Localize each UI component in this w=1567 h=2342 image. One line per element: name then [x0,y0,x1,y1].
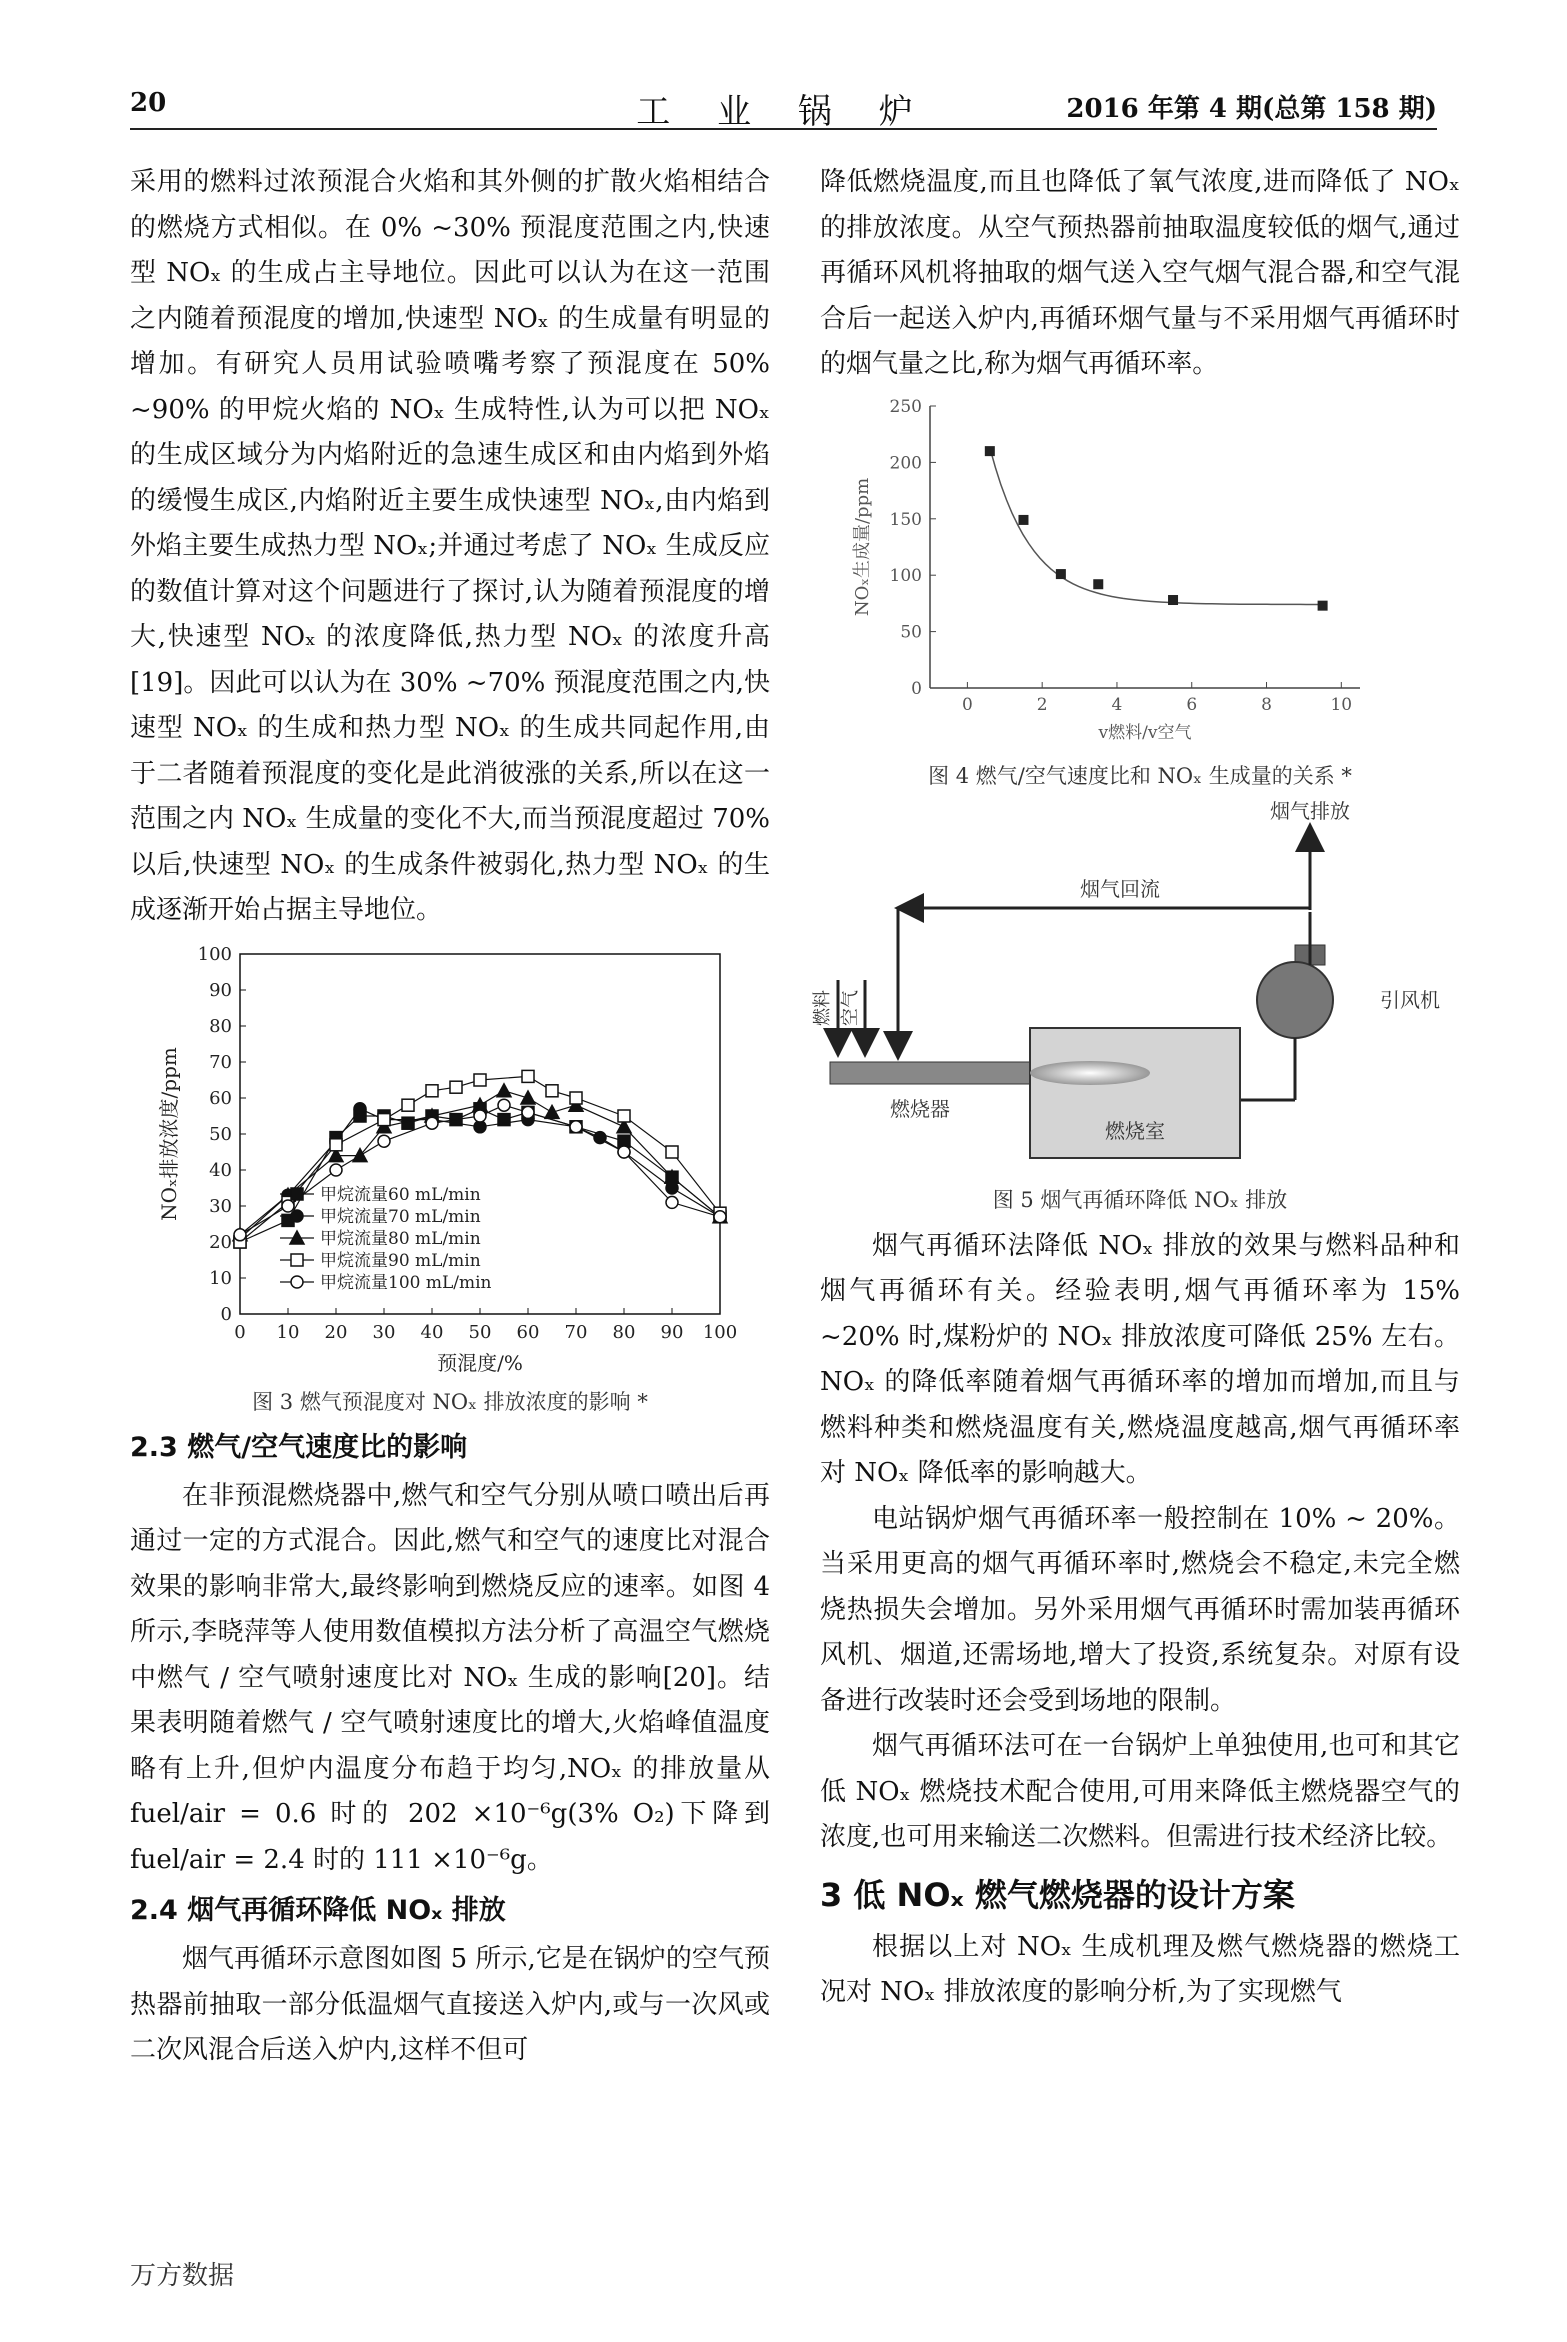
chart-premix [130,942,770,1382]
footer-watermark: 万方数据 [130,2261,235,2291]
data-point [291,1276,303,1288]
figure-5 [812,798,1460,1216]
data-point [330,1164,342,1176]
data-point [474,1110,486,1122]
x-tick-label: 40 [420,1321,444,1343]
data-point [714,1210,726,1222]
label-fuel: 燃料 [812,989,833,1026]
y-tick-label: 40 [209,1159,232,1181]
data-point [522,1070,534,1082]
paragraph: 降低燃烧温度,而且也降低了氧气浓度,进而降低了 NOₓ 的排放浓度。从空气预热器前抽取温度较低的烟气,通过再循环风机将抽取的烟气送入空气烟气混合器,和空气混合后一起送入炉内,再循环烟气量与不采用烟气再循环时的烟气量之比,称为烟气再循环率。 [820,167,1460,379]
data-point [1093,579,1103,589]
figure-3 [130,942,770,1418]
label-exhaust: 烟气排放 [1270,798,1350,823]
x-tick-label: 8 [1261,694,1272,715]
x-tick-label: 20 [324,1321,348,1343]
x-tick-label: 90 [660,1321,684,1343]
data-point [546,1084,558,1096]
data-point [450,1081,462,1093]
y-tick-label: 30 [209,1195,232,1217]
data-point [1018,514,1028,524]
y-tick-label: 80 [209,1015,232,1037]
page-header [130,88,1437,138]
x-tick-label: 50 [468,1321,492,1343]
fan-icon [1257,962,1333,1038]
data-point [426,1117,438,1129]
data-point [1168,595,1178,605]
paragraph: 电站锅炉烟气再循环率一般控制在 10% ~ 20%。当采用更高的烟气再循环率时,燃烧会不稳定,未完全燃烧热损失会增加。另外采用烟气再循环时需加装再循环风机、烟道,还需场地,增大了投资,系统复杂。对原有设备进行改装时还会受到场地的限制。 [820,1503,1460,1716]
y-tick-label: 20 [209,1231,232,1253]
data-point [474,1074,486,1086]
x-tick-label: 6 [1186,694,1198,715]
legend-entry: 甲烷流量100 mL/min [320,1272,492,1293]
data-point [618,1110,630,1122]
data-point [402,1099,414,1111]
y-tick-label: 70 [209,1051,232,1073]
data-point [291,1254,303,1266]
data-point [570,1092,582,1104]
y-tick-label: 50 [900,622,922,643]
legend-entry: 甲烷流量70 mL/min [320,1206,481,1227]
data-point [1318,600,1328,610]
x-tick-label: 80 [612,1321,636,1343]
paragraph: 根据以上对 NOₓ 生成机理及燃气燃烧器的燃烧工况对 NOₓ 排放浓度的影响分析,为了实现燃气 [820,1931,1460,2007]
x-tick-label: 0 [234,1321,246,1343]
flame-icon [1030,1061,1150,1085]
data-point [618,1146,630,1158]
y-tick-label: 100 [889,565,922,586]
x-tick-label: 70 [564,1321,588,1343]
data-point [1056,569,1066,579]
data-point [545,1105,559,1118]
data-point [291,1188,303,1200]
legend-entry: 甲烷流量60 mL/min [320,1184,481,1205]
y-tick-label: 200 [889,452,922,473]
header-rule [130,128,1437,130]
figure-5-caption: 图 5 烟气再循环降低 NOₓ 排放 [992,1187,1288,1212]
section-2-3-title: 2.3 燃气/空气速度比的影响 [130,1431,468,1463]
x-axis-label: 预混度/% [437,1350,523,1375]
data-point [522,1106,534,1118]
x-tick-label: 60 [516,1321,540,1343]
y-tick-label: 0 [911,678,922,699]
flue-gas-recirculation-diagram [812,798,1460,1180]
data-point [234,1228,246,1240]
y-tick-label: 10 [209,1267,232,1289]
data-point [291,1210,303,1222]
y-tick-label: 100 [197,943,232,965]
x-tick-label: 10 [276,1321,300,1343]
label-chamber: 燃烧室 [1105,1118,1165,1143]
label-burner: 燃烧器 [890,1096,950,1121]
x-tick-label: 100 [702,1321,738,1343]
label-air: 空气 [840,989,861,1026]
y-tick-label: 0 [220,1303,232,1325]
data-point [666,1146,678,1158]
data-point [378,1135,390,1147]
paragraph: 在非预混燃烧器中,燃气和空气分别从喷口喷出后再通过一定的方式混合。因此,燃气和空气的速度比对混合效果的影响非常大,最终影响到燃烧反应的速率。如图 4 所示,李晓萍等人使用数值模拟方法分析了高温空气燃烧中燃气 / 空气喷射速度比对 NOₓ 生成的影响[20]。结果表明随着燃气 / 空气喷射速度比的增大,火焰峰值温度略有上升,但炉内温度分布趋于均匀,NOₓ 的排放量从 fuel/air = 0.6 时的 202 ×10⁻⁶g(3% O₂)下降到 fuel/air = 2.4 时的 111 ×10⁻⁶g。 [130,1480,770,1875]
x-tick-label: 30 [372,1321,396,1343]
y-tick-label: 150 [889,509,922,530]
figure-4-caption: 图 4 燃气/空气速度比和 NOₓ 生成量的关系 * [928,763,1352,788]
burner-icon [830,1062,1030,1084]
data-point [354,1102,366,1114]
y-tick-label: 60 [209,1087,232,1109]
y-tick-label: 250 [889,396,922,417]
x-tick-label: 4 [1111,694,1123,715]
paragraph: 烟气再循环法可在一台锅炉上单独使用,也可和其它低 NOₓ 燃烧技术配合使用,可用来降低主燃烧器空气的浓度,也可用来输送二次燃料。但需进行技术经济比较。 [820,1731,1460,1852]
data-point [497,1083,511,1096]
x-axis-label: v燃料/v空气 [1098,722,1192,743]
data-point [426,1084,438,1096]
data-point [498,1099,510,1111]
paragraph: 烟气再循环法降低 NOₓ 排放的效果与燃料品种和烟气再循环有关。经验表明,烟气再循环率为 15% ~20% 时,煤粉炉的 NOₓ 排放浓度可降低 25% 左右。NOₓ 的降低率随着烟气再循环率的增加而增加,而且与燃料种类和燃烧温度有关,燃烧温度越高,烟气再循环率对 NOₓ 降低率的影响越大。 [820,1230,1460,1488]
page-number: 20 [130,88,167,118]
journal-title: 工 业 锅 炉 [636,92,931,132]
right-column [812,160,1460,2016]
data-point [378,1113,390,1125]
paragraph: 采用的燃料过浓预混合火焰和其外侧的扩散火焰相结合的燃烧方式相似。在 0% ~30% 预混度范围之内,快速型 NOₓ 的生成占主导地位。因此可以认为在这一范围之内随着预混度的增加,快速型 NOₓ 的生成量有明显的增加。有研究人员用试验喷嘴考察了预混度在 50% ~90% 的甲烷火焰的 NOₓ 生成特性,认为可以把 NOₓ 的生成区域分为内焰附近的急速生成区和由内焰到外焰的缓慢生成区,内焰附近主要生成快速型 NOₓ,由内焰到外焰主要生成热力型 NOₓ;并通过考虑了 NOₓ 生成反应的数值计算对这个问题进行了探讨,认为随着预混度的增大,快速型 NOₓ 的浓度降低,热力型 NOₓ 的浓度升高[19]。因此可以认为在 30% ~70% 预混度范围之内,快速型 NOₓ 的生成和热力型 NOₓ 的生成共同起作用,由于二者随着预混度的变化是此消彼涨的关系,所以在这一范围之内 NOₓ 生成量的变化不大,而当预混度超过 70% 以后,快速型 NOₓ 的生成条件被弱化,热力型 NOₓ 的生成逐渐开始占据主导地位。 [130,167,770,925]
section-3-title: 3 低 NOₓ 燃气燃烧器的设计方案 [820,1875,1295,1914]
data-point [666,1196,678,1208]
y-tick-label: 50 [209,1123,232,1145]
legend-entry: 甲烷流量90 mL/min [320,1250,481,1271]
fit-curve [990,447,1323,604]
figure-3-caption: 图 3 燃气预混度对 NOₓ 排放浓度的影响 * [252,1389,648,1414]
label-fan: 引风机 [1380,987,1440,1012]
y-tick-label: 90 [209,979,232,1001]
figure-4 [820,396,1460,792]
data-point [570,1120,582,1132]
left-column [130,160,770,2074]
data-point [521,1091,535,1104]
data-point [330,1138,342,1150]
x-tick-label: 10 [1330,694,1353,715]
y-axis-label: NOₓ生成量/ppm [852,477,873,616]
legend-entry: 甲烷流量80 mL/min [320,1228,481,1249]
label-recirc: 烟气回流 [1080,876,1160,901]
section-2-4-title: 2.4 烟气再循环降低 NOₓ 排放 [130,1895,506,1926]
x-tick-label: 2 [1036,694,1048,715]
x-tick-label: 0 [961,694,973,715]
data-point [985,446,995,456]
y-axis-label: NOₓ排放浓度/ppm [157,1046,181,1221]
paragraph: 烟气再循环示意图如图 5 所示,它是在锅炉的空气预热器前抽取一部分低温烟气直接送入炉内,或与一次风或二次风混合后送入炉内,这样不但可 [130,1944,770,2065]
data-point [282,1200,294,1212]
chart-velocity-ratio [820,396,1460,756]
issue-info: 2016 年第 4 期(总第 158 期) [1066,94,1437,124]
